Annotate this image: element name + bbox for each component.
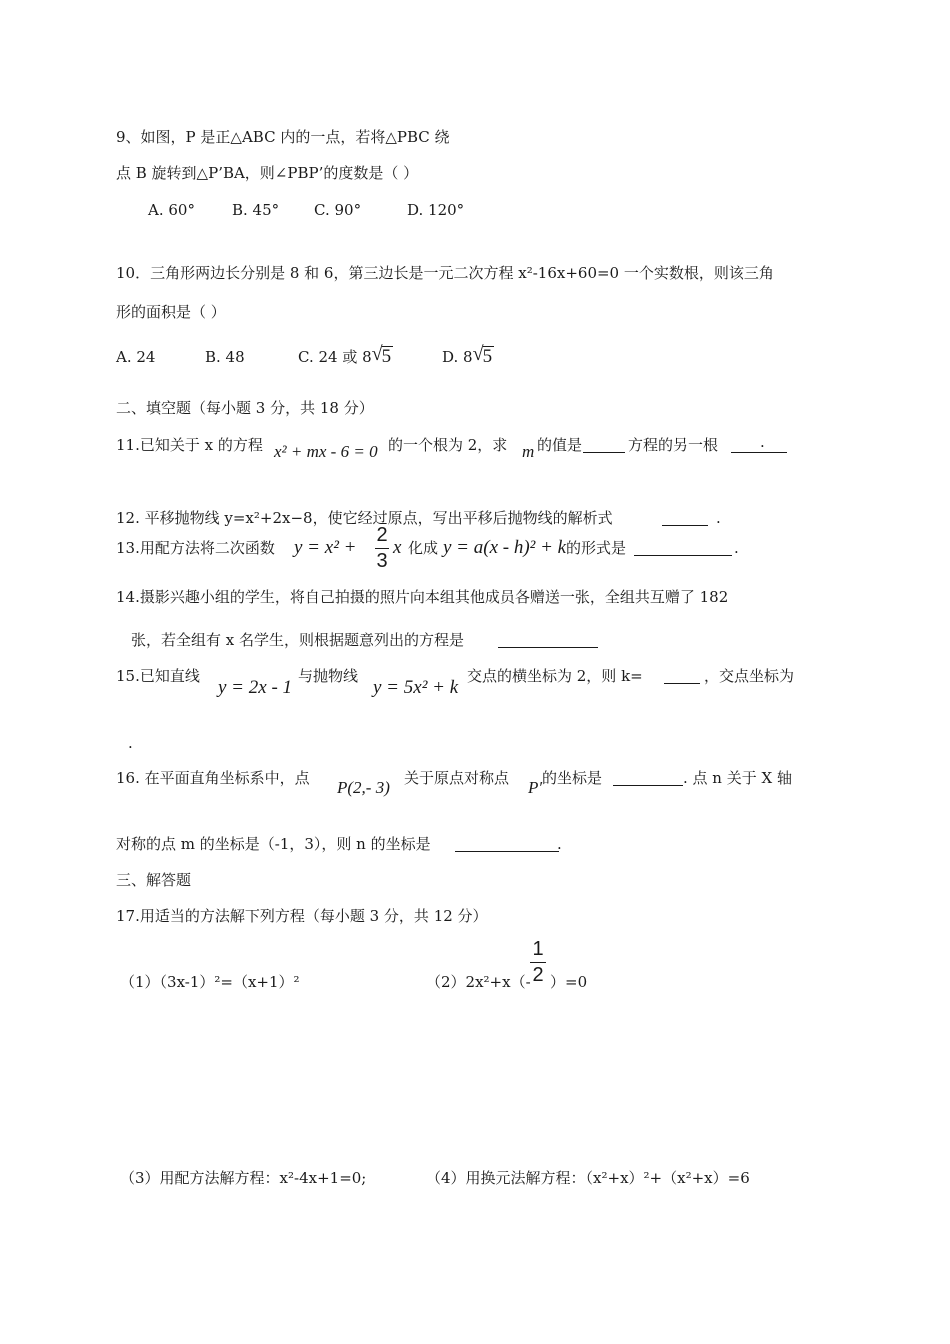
q16-point-prime: P′ [528, 778, 543, 797]
q16-answer-blank-1[interactable] [613, 769, 683, 786]
q9-line1: 9、如图，P 是正△ABC 内的一点，若将△PBC 绕 [116, 128, 450, 146]
q17-title: 17.用适当的方法解下列方程（每小题 3 分，共 12 分） [116, 907, 488, 925]
sqrt-symbol: √ 5 [472, 343, 493, 367]
q17-part-1: （1）（3x-1）²=（x+1）² [120, 973, 300, 991]
q11-answer-blank-2[interactable] [731, 436, 787, 453]
q14-line1: 14.摄影兴趣小组的学生，将自己拍摄的照片向本组其他成员各赠送一张，全组共互赠了 182 [116, 588, 729, 606]
q9-option-c: C. 90° [314, 201, 362, 219]
q9-option-d: D. 120° [407, 201, 465, 219]
q16-middle: 关于原点对称点 [404, 769, 510, 787]
q14-line2: 张，若全组有 x 名学生，则根据题意列出的方程是 [131, 631, 464, 649]
q9-option-a: A. 60° [148, 201, 195, 219]
q17-part-3: （3）用配方法解方程：x²-4x+1=0; [120, 1169, 367, 1187]
q15-prefix: 15.已知直线 [116, 667, 200, 685]
q10-option-d-text: D. 8 [442, 348, 473, 366]
q16-line2: 对称的点 m 的坐标是（-1，3），则 n 的坐标是 [116, 835, 431, 853]
q13-suffix: 的形式是 [566, 539, 627, 557]
q15-dot: . [128, 734, 133, 752]
q17-frac-num: 1 [532, 938, 544, 960]
section-2-title: 二、填空题（每小题 3 分，共 18 分） [116, 399, 374, 417]
q16-prefix: 16. 在平面直角坐标系中，点 [116, 769, 310, 787]
radicand: 5 [381, 346, 392, 367]
q11-prefix: 11.已知关于 x 的方程 [116, 436, 263, 454]
q13-prefix: 13.用配方法将二次函数 [116, 539, 275, 557]
q11-dot: . [760, 433, 765, 451]
q10-option-c [298, 343, 392, 367]
q15-middle: 与抛物线 [298, 667, 359, 685]
q11-suffix2: 方程的另一根 [628, 436, 719, 454]
q17-part-2-suffix: ）=0 [550, 973, 588, 991]
q13-frac-num: 2 [376, 524, 388, 546]
q16-point: P(2,- 3) [337, 778, 390, 797]
q13-middle: 化成 [408, 539, 439, 557]
q17-part-4: （4）用换元法解方程：（x²+x）²+（x²+x）=6 [426, 1169, 750, 1187]
q16-end: . [557, 835, 562, 853]
q17-part-2-prefix: （2）2x²+x（- [426, 973, 531, 991]
q13-function: y = x² + [294, 537, 357, 558]
q11-suffix: 的值是 [537, 436, 583, 454]
q13-end: . [734, 539, 739, 557]
sqrt-symbol: √ 5 [371, 343, 392, 367]
q13-x-term: x [393, 537, 402, 558]
radicand: 5 [482, 346, 493, 367]
q17-frac-den: 2 [532, 964, 544, 986]
q15-suffix2: ，交点坐标为 [704, 667, 795, 685]
q15-line-equation: y = 2x - 1 [218, 677, 293, 698]
section-3-title: 三、解答题 [116, 871, 192, 889]
q13-answer-blank[interactable] [634, 539, 732, 556]
q12-text: 12. 平移抛物线 y=x²+2x−8，使它经过原点，写出平移后抛物线的解析式 [116, 509, 613, 527]
q17-part-2-fraction [530, 938, 546, 988]
q16-suffix2: . 点 n 关于 X 轴 [683, 769, 792, 787]
q16-suffix: 的坐标是 [542, 769, 603, 787]
q12-end: . [716, 509, 721, 527]
q11-answer-blank-1[interactable] [583, 436, 625, 453]
q15-answer-blank[interactable] [664, 667, 700, 684]
q13-fraction [375, 524, 389, 572]
q11-equation: x² + mx - 6 = 0 [274, 442, 378, 461]
q9-line2: 点 B 旋转到△P’BA，则∠PBP’的度数是（ ） [116, 164, 419, 182]
q16-answer-blank-2[interactable] [455, 835, 559, 852]
q10-option-d [442, 343, 493, 367]
q15-parabola: y = 5x² + k [373, 677, 459, 698]
q9-option-b: B. 45° [232, 201, 280, 219]
q10-line1: 10．三角形两边长分别是 8 和 6，第三边长是一元二次方程 x²-16x+60=0 一个实数根，则该三角 [116, 264, 774, 282]
q15-suffix: 交点的横坐标为 2，则 k= [467, 667, 643, 685]
q13-frac-den: 3 [376, 550, 388, 572]
q12-answer-blank[interactable] [662, 509, 708, 526]
q10-line2: 形的面积是（ ） [116, 303, 226, 321]
q13-form: y = a(x - h)² + k [443, 537, 567, 558]
q10-option-b: B. 48 [205, 348, 245, 366]
q14-answer-blank[interactable] [498, 631, 598, 648]
q11-var-m: m [522, 442, 535, 461]
q11-middle: 的一个根为 2，求 [388, 436, 508, 454]
q10-option-a: A. 24 [116, 348, 156, 366]
q10-option-c-text: C. 24 或 8 [298, 348, 372, 366]
